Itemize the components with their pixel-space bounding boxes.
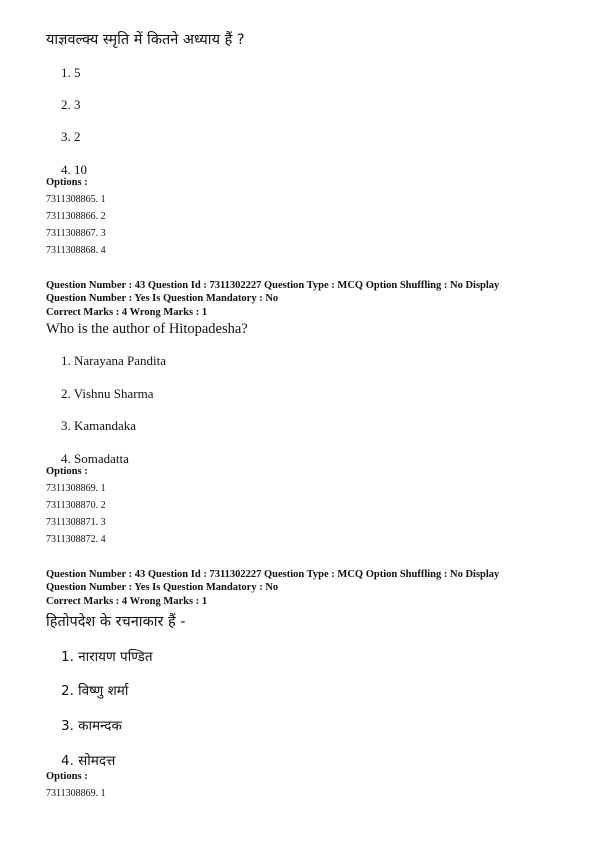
options-heading: Options :	[46, 177, 88, 188]
option-3: 3. 2	[61, 129, 81, 144]
option-id: 7311308870. 2	[46, 500, 106, 511]
option-4: 4. Somadatta	[61, 451, 129, 466]
marks-info: Correct Marks : 4 Wrong Marks : 1	[46, 596, 208, 607]
option-3: 3. कामन्दक	[61, 718, 122, 734]
options-heading: Options :	[46, 771, 88, 782]
option-id: 7311308866. 2	[46, 211, 106, 222]
option-id: 7311308869. 1	[46, 788, 106, 799]
option-id: 7311308867. 3	[46, 228, 106, 239]
option-id: 7311308871. 3	[46, 517, 106, 528]
options-heading: Options :	[46, 466, 88, 477]
question-text: हितोपदेश के रचनाकार हैं -	[46, 614, 186, 630]
option-4: 4. सोमदत्त	[61, 753, 116, 769]
option-2: 2. 3	[61, 97, 81, 112]
question-meta: Question Number : Yes Is Question Mandatory : No	[46, 582, 279, 593]
question-text: Who is the author of Hitopadesha?	[46, 321, 248, 337]
option-1: 1. नारायण पण्डित	[61, 649, 153, 665]
option-id: 7311308865. 1	[46, 194, 106, 205]
option-id: 7311308872. 4	[46, 534, 106, 545]
question-meta: Question Number : Yes Is Question Mandatory : No	[46, 293, 279, 304]
question-meta: Question Number : 43 Question Id : 7311302227 Question Type : MCQ Option Shuffling : No Display	[46, 569, 500, 580]
option-id: 7311308868. 4	[46, 245, 106, 256]
option-3: 3. Kamandaka	[61, 418, 137, 433]
question-text: याज्ञवल्क्य स्मृति में कितने अध्याय हैं ?	[46, 32, 245, 48]
question-meta: Question Number : 43 Question Id : 7311302227 Question Type : MCQ Option Shuffling : No Display	[46, 280, 500, 291]
option-4: 4. 10	[61, 162, 87, 177]
marks-info: Correct Marks : 4 Wrong Marks : 1	[46, 307, 208, 318]
option-2: 2. विष्णु शर्मा	[61, 683, 129, 699]
option-id: 7311308869. 1	[46, 483, 106, 494]
option-1: 1. Narayana Pandita	[61, 353, 167, 368]
option-2: 2. Vishnu Sharma	[61, 386, 154, 401]
option-1: 1. 5	[61, 65, 81, 80]
